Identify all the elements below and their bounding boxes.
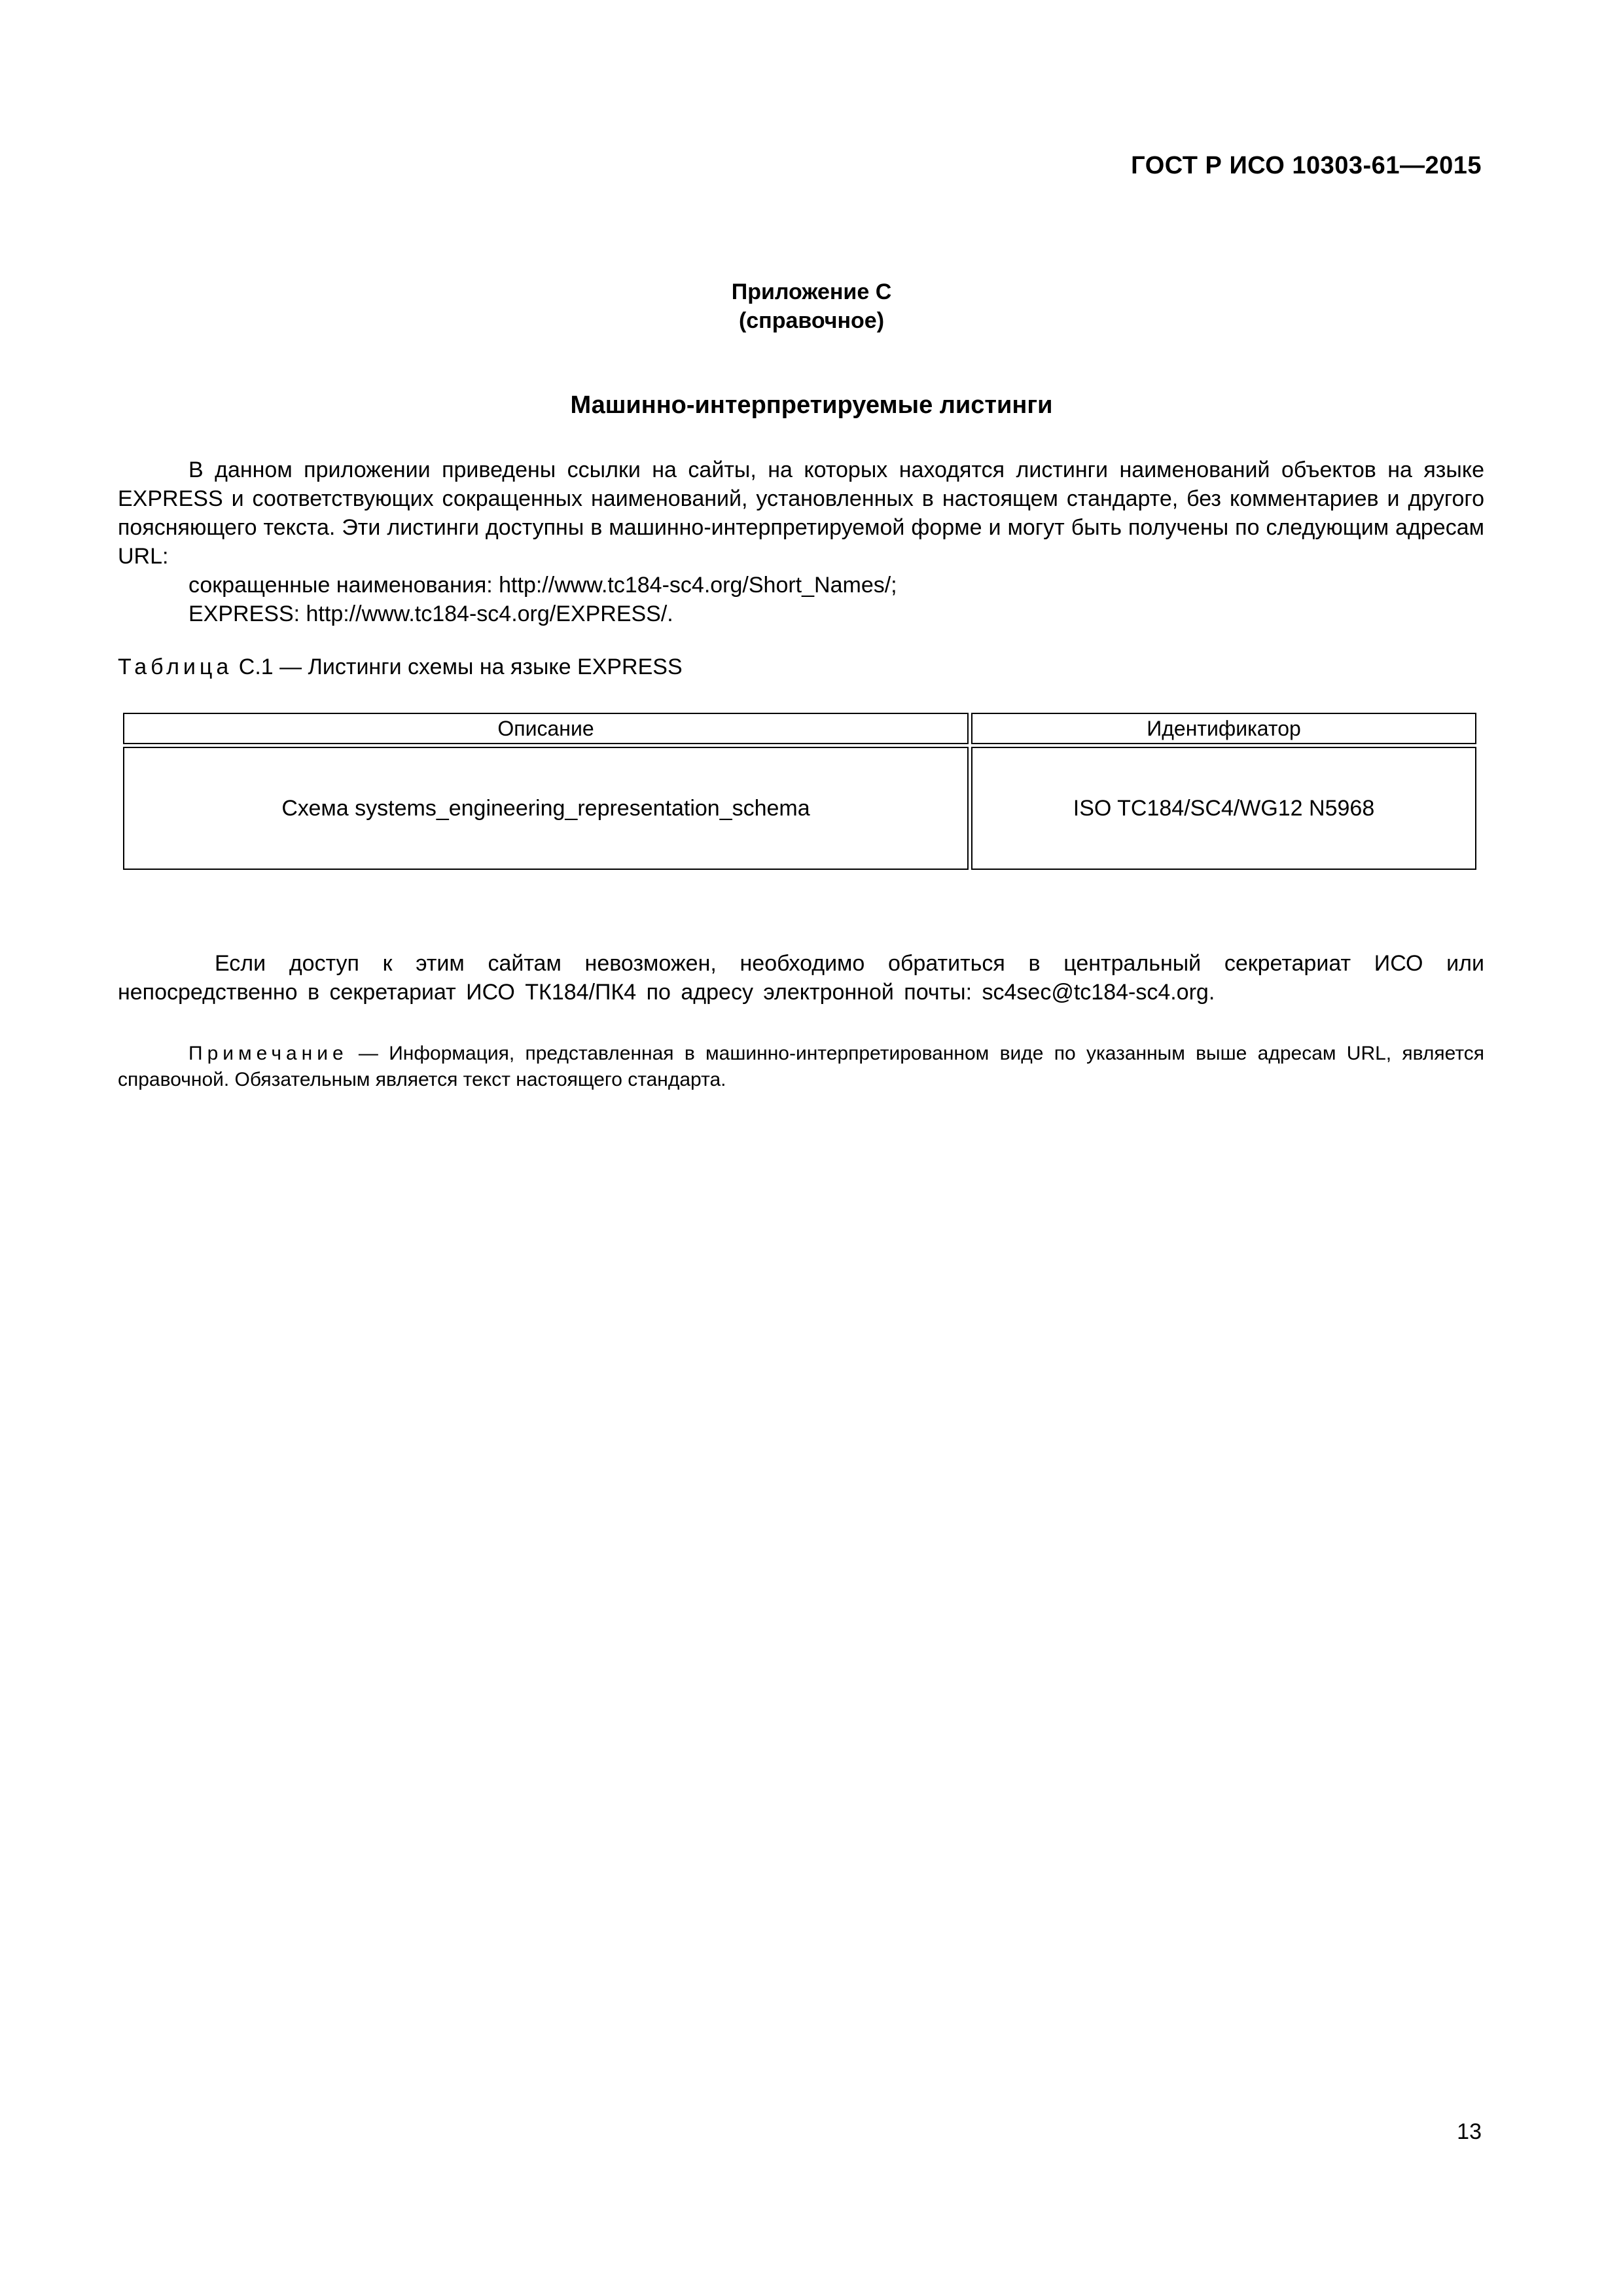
express-url: EXPRESS: http://www.tc184-sc4.org/EXPRESS/. <box>188 601 673 626</box>
note-section <box>118 1041 1484 1093</box>
table-caption-text: С.1 — Листинги схемы на языке EXPRESS <box>232 655 683 679</box>
appendix-type: (справочное) <box>738 308 885 333</box>
table-caption-label: Таблица <box>118 655 233 679</box>
standard-code: ГОСТ Р ИСО 10303-61—2015 <box>1131 152 1482 179</box>
note-paragraph <box>118 1041 1484 1093</box>
section-title: Машинно-интерпретируемые листинги <box>570 391 1053 419</box>
intro-section <box>118 456 1484 628</box>
intro-paragraph: В данном приложении приведены ссылки на сайты, на которых находятся листинги наименований объектов на языке EXPRESS и соответствующих сокращенных наименований, установленных в настоящем стандарте, без комментариев и другого поясняющего текста. Эти листинги доступны в машинно-интерпретируемой форме и могут быть получены по следующим адресам URL: <box>118 457 1484 569</box>
header-description: Описание <box>123 713 969 744</box>
note-text: — Информация, представленная в машинно-интерпретированном виде по указанным выше адресам URL, является справочной. Обязательным является текст настоящего стандарта. <box>118 1043 1484 1090</box>
table-header-row <box>123 713 1476 744</box>
note-label: Примечание <box>188 1043 348 1064</box>
short-names-url: сокращенные наименования: http://www.tc184-sc4.org/Short_Names/; <box>188 573 897 598</box>
access-section <box>118 949 1484 1007</box>
cell-identifier: ISO TC184/SC4/WG12 N5968 <box>971 747 1476 870</box>
header-identifier: Идентификатор <box>971 713 1476 744</box>
access-paragraph: Если доступ к этим сайтам невозможен, необходимо обратиться в центральный секретариат ИСО или непосредственно в секретариат ИСО ТК184/ПК4 по адресу электронной почты: sc4sec@tc184-sc4.org. <box>118 951 1484 1005</box>
listings-table <box>120 710 1479 872</box>
appendix-heading <box>0 278 1623 335</box>
table-caption <box>118 655 683 680</box>
page-number: 13 <box>1457 2119 1482 2144</box>
cell-description: Схема systems_engineering_representation_schema <box>123 747 969 870</box>
appendix-title: Приложение С <box>731 279 892 304</box>
table-row <box>123 747 1476 870</box>
